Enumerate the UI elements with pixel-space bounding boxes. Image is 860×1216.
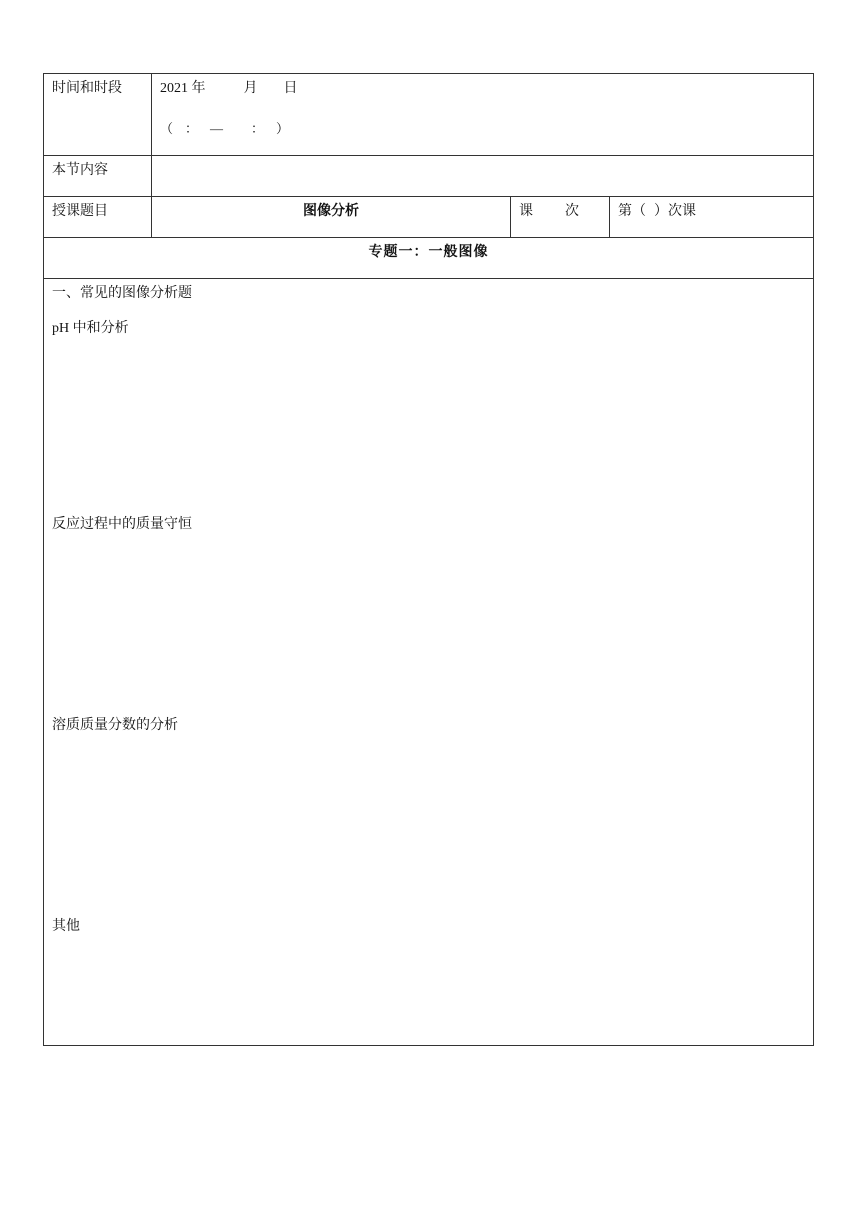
banner-cell	[44, 238, 814, 279]
section-ph: pH 中和分析	[52, 321, 129, 336]
topic-title: 图像分析	[303, 203, 359, 219]
month-text: 月	[243, 81, 258, 96]
lesson-value-part-2: ）次课	[654, 204, 696, 219]
topic-label: 授课题目	[52, 204, 108, 219]
section-other: 其他	[52, 919, 80, 934]
colon-1: ：	[185, 121, 199, 136]
banner-row	[44, 238, 814, 279]
content-value-cell	[152, 156, 814, 197]
lesson-label-part-2: 次	[565, 204, 579, 219]
day-text: 日	[283, 81, 298, 96]
content-label: 本节内容	[52, 163, 108, 178]
topic-title-cell	[152, 197, 511, 238]
time-label-cell	[44, 74, 152, 156]
body-heading: 一、常见的图像分析题	[52, 286, 192, 301]
body-cell	[44, 279, 814, 1046]
time-value-cell	[152, 74, 814, 156]
lesson-value-part-1: 第（	[618, 204, 646, 219]
open-paren: （	[160, 121, 174, 136]
lesson-label-part-1: 课	[519, 204, 533, 219]
lesson-label	[511, 197, 609, 226]
content-row	[44, 156, 814, 197]
colon-2: ：	[251, 121, 265, 136]
lesson-value	[610, 197, 813, 226]
year-text: 2021 年	[160, 81, 206, 96]
date-line	[152, 74, 813, 97]
close-paren: ）	[276, 121, 290, 136]
dash: —	[210, 121, 224, 136]
banner-title: 专题一：一般图像	[368, 244, 489, 260]
topic-row	[44, 197, 814, 238]
time-label: 时间和时段	[52, 81, 122, 96]
section-solute-fraction: 溶质质量分数的分析	[52, 718, 178, 733]
section-mass-conservation: 反应过程中的质量守恒	[52, 517, 192, 532]
lesson-value-cell	[610, 197, 814, 238]
time-range-line	[152, 97, 813, 137]
topic-label-cell	[44, 197, 152, 238]
lesson-plan-table	[43, 73, 814, 1046]
body-row	[44, 279, 814, 1046]
content-value	[152, 156, 813, 168]
lesson-label-cell	[511, 197, 610, 238]
time-row	[44, 74, 814, 156]
content-label-cell	[44, 156, 152, 197]
